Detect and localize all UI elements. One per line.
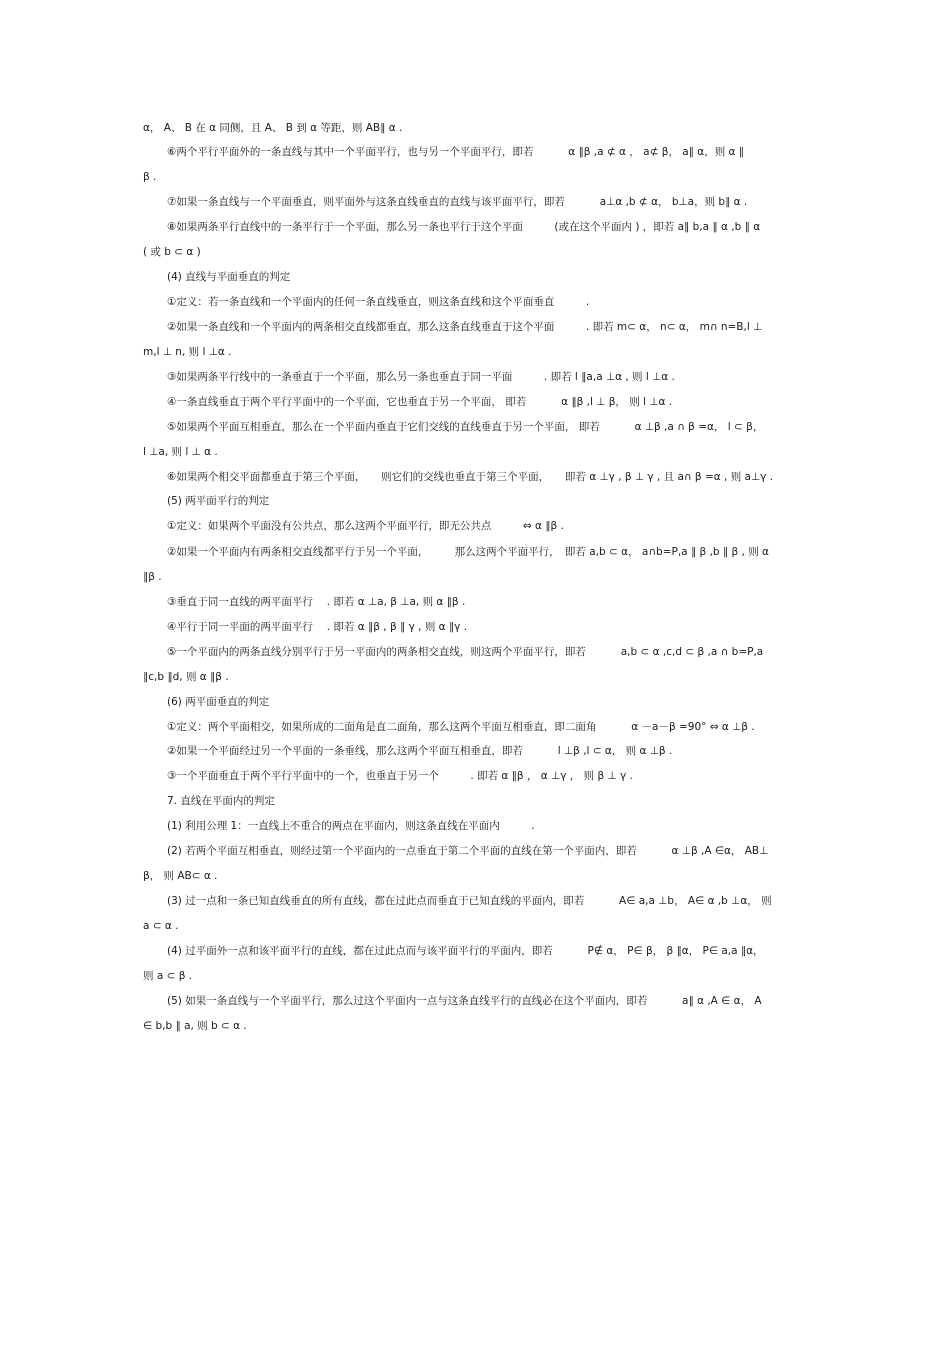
text-line: 则 a ⊂ β . (143, 970, 193, 982)
text-line: (3) 过一点和一条已知直线垂直的所有直线，都在过此点而垂直于已知直线的平面内，即若 A∈ a,a ⊥b， A∈ α ,b ⊥α， 则 (167, 895, 772, 907)
text-line: β . (143, 171, 157, 183)
text-line: ⑦如果一条直线与一个平面垂直，则平面外与这条直线垂直的直线与该平面平行，即若 a⊥α ,b ⊄ α， b⊥a，则 b∥ α . (167, 196, 748, 208)
text-line: a ⊂ α . (143, 920, 179, 932)
text-line: (2) 若两个平面互相垂直，则经过第一个平面内的一点垂直于第二个平面的直线在第一个平面内，即若 α ⊥β ,A ∈α， AB⊥ (167, 845, 769, 857)
section-heading: 7. 直线在平面内的判定 (167, 795, 275, 807)
text-line: ( 或 b ⊂ α ) (143, 246, 201, 258)
text-line: β， 则 AB⊂ α . (143, 870, 218, 882)
text-line: (1) 利用公理 1：一直线上不重合的两点在平面内，则这条直线在平面内 . (167, 820, 535, 832)
text-line: (4) 过平面外一点和该平面平行的直线，都在过此点而与该平面平行的平面内，即若 P∉ α， P∈ β， β ∥α， P∈ a,a ∥α， (167, 945, 764, 957)
text-line: ①定义：两个平面相交，如果所成的二面角是直二面角，那么这两个平面互相垂直，即二面角 α －a－β =90° ⇔ α ⊥β . (167, 721, 755, 733)
text-line: m,l ⊥ n, 则 l ⊥α . (143, 346, 232, 358)
text-line: ∥β . (143, 571, 162, 583)
text-line: ④平行于同一平面的两平面平行 . 即若 α ∥β , β ∥ γ , 则 α ∥γ . (167, 621, 468, 633)
text-line: ③一个平面垂直于两个平行平面中的一个，也垂直于另一个 . 即若 α ∥β ， α ⊥γ ， 则 β ⊥ γ . (167, 770, 633, 782)
text-line: ③如果两条平行线中的一条垂直于一个平面，那么另一条也垂直于同一平面 . 即若 l ∥a,a ⊥α , 则 l ⊥α . (167, 371, 675, 383)
text-line: (5) 如果一条直线与一个平面平行，那么过这个平面内一点与这条直线平行的直线必在这个平面内，即若 a∥ α ,A ∈ α， A (167, 995, 762, 1007)
text-line: ⑤一个平面内的两条直线分别平行于另一平面内的两条相交直线，则这两个平面平行，即若 a,b ⊂ α ,c,d ⊂ β ,a ∩ b=P,a (167, 646, 764, 658)
text-line: ②如果一个平面经过另一个平面的一条垂线，那么这两个平面互相垂直，即若 l ⊥β ,l ⊂ α， 则 α ⊥β . (167, 745, 673, 757)
text-line: ⑤如果两个平面互相垂直，那么在一个平面内垂直于它们交线的直线垂直于另一个平面， 即若 α ⊥β ,a ∩ β =α， l ⊂ β， (167, 421, 764, 433)
text-line: ⑧如果两条平行直线中的一条平行于一个平面，那么另一条也平行于这个平面 (或在这个平面内 ) ，即若 a∥ b,a ∥ α ,b ∥ α (167, 221, 761, 233)
text-line: ③垂直于同一直线的两平面平行 . 即若 α ⊥a, β ⊥a, 则 α ∥β . (167, 596, 466, 608)
text-line: ①定义：若一条直线和一个平面内的任何一条直线垂直，则这条直线和这个平面垂直 . (167, 296, 590, 308)
text-line: α， A、 B 在 α 同侧，且 A、 B 到 α 等距，则 AB∥ α . (143, 122, 403, 134)
text-line: ④一条直线垂直于两个平行平面中的一个平面，它也垂直于另一个平面， 即若 α ∥β ,l ⊥ β， 则 l ⊥α . (167, 396, 673, 408)
text-line: l ⊥a, 则 l ⊥ α . (143, 446, 218, 458)
text-line: ∈ b,b ∥ a, 则 b ⊂ α . (143, 1020, 247, 1032)
text-line: ∥c,b ∥d, 则 α ∥β . (143, 671, 229, 683)
text-line: ②如果一个平面内有两条相交直线都平行于另一个平面， 那么这两个平面平行， 即若 a,b ⊂ α， a∩b=P,a ∥ β ,b ∥ β , 则 α (167, 546, 769, 558)
text-line: ⑥两个平行平面外的一条直线与其中一个平面平行，也与另一个平面平行，即若 α ∥β ,a ⊄ α ， a⊄ β， a∥ α，则 α ∥ (167, 146, 745, 158)
section-heading: (6) 两平面垂直的判定 (167, 696, 270, 708)
text-line: ⑥如果两个相交平面都垂直于第三个平面， 则它们的交线也垂直于第三个平面， 即若 α ⊥γ , β ⊥ γ , 且 a∩ β =α , 则 a⊥γ . (167, 471, 774, 483)
section-heading: (5) 两平面平行的判定 (167, 495, 270, 507)
text-line: ②如果一条直线和一个平面内的两条相交直线都垂直，那么这条直线垂直于这个平面 . 即若 m⊂ α， n⊂ α， m∩ n=B,l ⊥ (167, 321, 763, 333)
section-heading: (4) 直线与平面垂直的判定 (167, 271, 291, 283)
text-line: ①定义：如果两个平面没有公共点，那么这两个平面平行，即无公共点 ⇔ α ∥β . (167, 520, 564, 532)
